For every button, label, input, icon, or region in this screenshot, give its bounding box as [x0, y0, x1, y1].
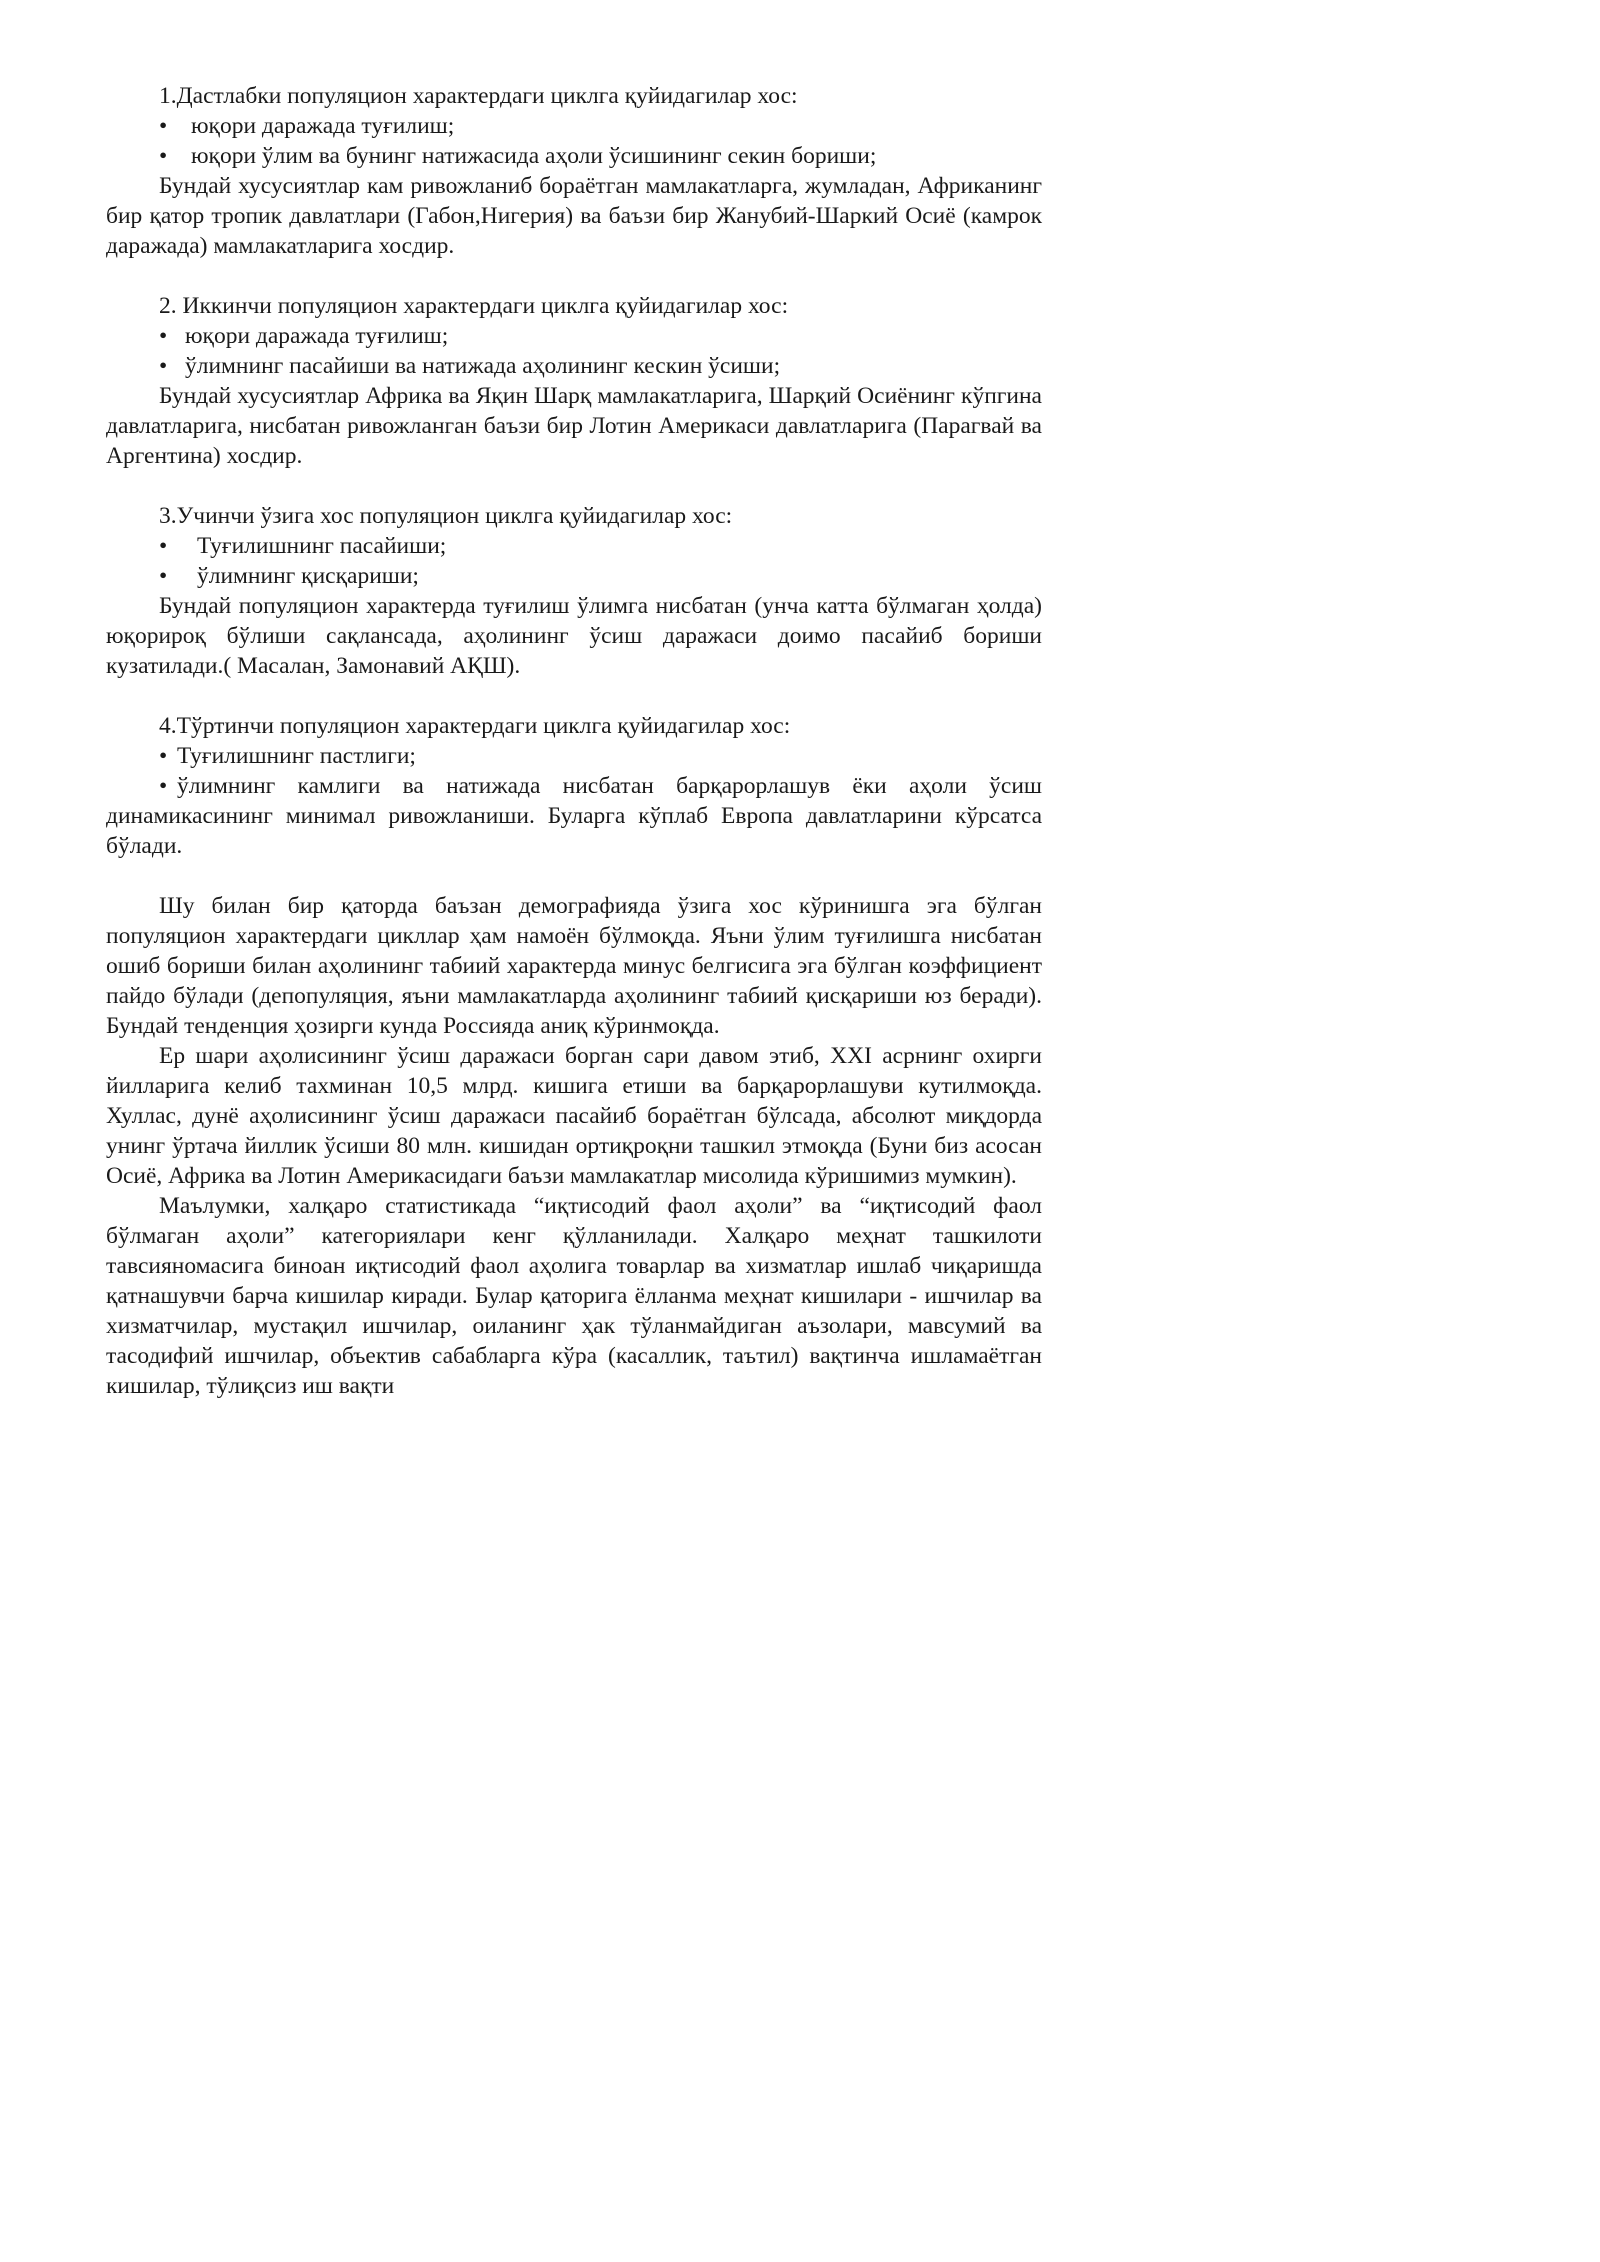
bullet-icon: •	[159, 113, 168, 139]
body-paragraph: Маълумки, халқаро статистикада “иқтисодий фаол аҳоли” ва “иқтисодий фаол бўлмаган аҳоли” категориялари кенг қўлланилади. Халқаро меҳнат ташкилоти тавсияномасига биноан иқтисодий фаол аҳолига товарлар ва хизматлар ишлаб чиқаришда қатнашувчи барча кишилар киради. Булар қаторига ёлланма меҳнат кишилари - ишчилар ва хизматчилар, мустақил ишчилар, оиланинг ҳак тўланмайдиган аъзолари, мавсумий ва тасодифий ишчилар, объектив сабабларга кўра (касаллик, таътил) вақтинча ишламаётган кишилар, тўлиқсиз иш вақти	[106, 1193, 1042, 1399]
section-2-paragraph: Бундай хусусиятлар Африка ва Яқин Шарқ мамлакатларига, Шарқий Осиёнинг кўпгина давлатларига, нисбатан ривожланган баъзи бир Лотин Америкаси давлатларига (Парагвай ва Аргентина) хосдир.	[106, 383, 1042, 469]
bullet-icon: •	[159, 323, 168, 349]
bullet-icon: •	[159, 143, 168, 169]
bullet-text: юқори ўлим ва бунинг натижасида аҳоли ўсишининг секин бориши;	[191, 143, 877, 169]
section-1-heading: 1.Дастлабки популяцион характердаги циклга қуйидагилар хос:	[159, 83, 798, 109]
blank-line	[106, 261, 1042, 291]
bullet-text: юқори даражада туғилиш;	[191, 113, 455, 139]
section-2-bullet	[106, 351, 1042, 381]
section-3-paragraph: Бундай популяцион характерда туғилиш ўлимга нисбатан (унча катта бўлмаган ҳолда) юқорироқ бўлиши сақлансада, аҳолининг ўсиш даражаси доимо пасайиб бориши кузатилади.( Масалан, Замонавий АҚШ).	[106, 593, 1042, 679]
section-4-bullet	[106, 741, 1042, 771]
section-3-bullet	[106, 531, 1042, 561]
bullet-text: ўлимнинг камлиги ва натижада нисбатан барқарорлашув ёки аҳоли ўсиш динамикасининг минимал ривожланиши. Буларга кўплаб Европа давлатларини кўрсатса бўлади.	[106, 773, 1042, 859]
body-paragraph: Шу билан бир қаторда баъзан демографияда ўзига хос кўринишга эга бўлган популяцион характердаги цикллар ҳам намоён бўлмоқда. Яъни ўлим туғилишга нисбатан ошиб бориши билан аҳолининг табиий характерда минус белгисига эга бўлган коэффициент пайдо бўлади (депопуляция, яъни мамлакатларда аҳолининг табиий қисқариши юз беради). Бундай тенденция ҳозирги кунда Россияда аниқ кўринмоқда.	[106, 893, 1042, 1039]
section-3-heading: 3.Учинчи ўзига хос популяцион циклга қуйидагилар хос:	[159, 503, 733, 529]
section-4-heading: 4.Тўртинчи популяцион характердаги циклга қуйидагилар хос:	[159, 713, 791, 739]
bullet-icon: •	[159, 563, 168, 589]
bullet-text: Туғилишнинг пасайиши;	[197, 533, 447, 559]
blank-line	[106, 861, 1042, 891]
bullet-text: ўлимнинг пасайиши ва натижада аҳолининг кескин ўсиши;	[185, 353, 781, 379]
bullet-text: Туғилишнинг пастлиги;	[177, 743, 416, 769]
bullet-text: ўлимнинг қисқариши;	[197, 563, 419, 589]
bullet-text: юқори даражада туғилиш;	[185, 323, 449, 349]
section-4-bullet	[106, 771, 1042, 861]
bullet-icon: •	[159, 743, 168, 769]
section-1-bullet	[106, 111, 1042, 141]
bullet-icon: •	[159, 353, 168, 379]
section-1-bullet	[106, 141, 1042, 171]
section-1-paragraph: Бундай хусусиятлар кам ривожланиб бораётган мамлакатларга, жумладан, Африканинг бир қатор тропик давлатлари (Габон,Нигерия) ва баъзи бир Жанубий-Шаркий Осиё (камрок даражада) мамлакатларига хосдир.	[106, 173, 1042, 259]
blank-line	[106, 681, 1042, 711]
blank-line	[106, 471, 1042, 501]
section-2-heading: 2. Иккинчи популяцион характердаги циклга қуйидагилар хос:	[159, 293, 789, 319]
section-2-bullet	[106, 321, 1042, 351]
section-3-bullet	[106, 561, 1042, 591]
body-paragraph: Ер шари аҳолисининг ўсиш даражаси борган сари давом этиб, XXI асрнинг охирги йилларига келиб тахминан 10,5 млрд. кишига етиши ва барқарорлашуви кутилмоқда. Хуллас, дунё аҳолисининг ўсиш даражаси пасайиб бораётган бўлсада, абсолют миқдорда унинг ўртача йиллик ўсиши 80 млн. кишидан ортиқроқни ташкил этмоқда (Буни биз асосан Осиё, Африка ва Лотин Америкасидаги баъзи мамлакатлар мисолида кўришимиз мумкин).	[106, 1043, 1042, 1189]
bullet-icon: •	[159, 533, 168, 559]
bullet-icon: •	[159, 773, 168, 799]
document-page	[106, 81, 1042, 1401]
